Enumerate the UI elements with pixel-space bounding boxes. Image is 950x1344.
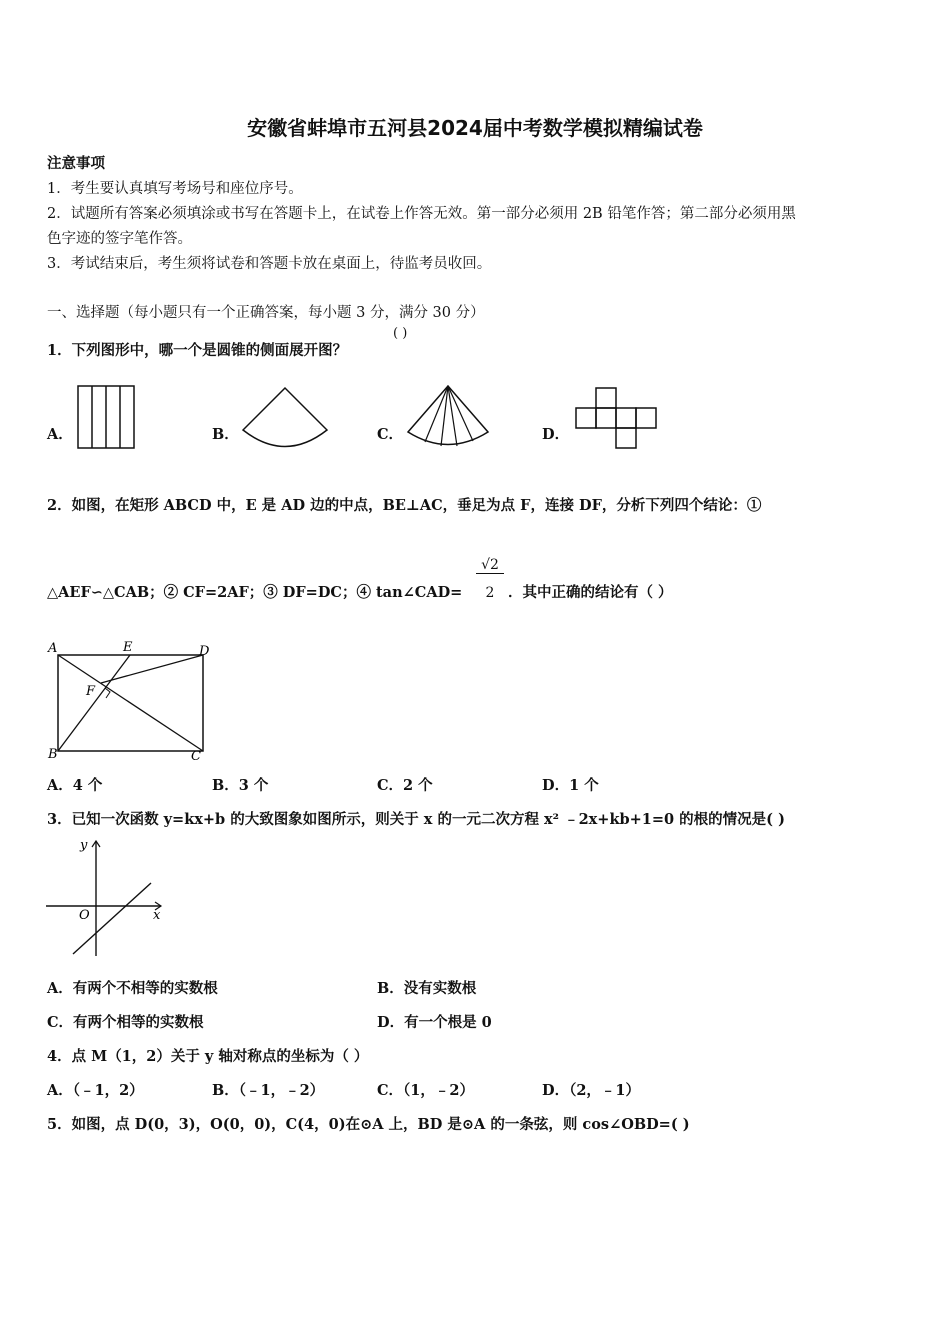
q3-option-d: D．有一个根是 0 [377,1014,492,1031]
question-2-stem-end: ．其中正确的结论有（ ） [508,584,673,601]
question-2-stem: 2．如图，在矩形 ABCD 中，E 是 AD 边的中点，BE⊥AC，垂足为点 F，连接 DF，分析下列四个结论：① [47,497,762,514]
q4-option-d: D．（2，﹣1） [542,1082,641,1099]
q4-option-c: C．（1，﹣2） [377,1082,474,1099]
q2-option-d: D．1 个 [542,777,599,794]
label-F: F [86,684,96,699]
q2-option-b: B．3 个 [212,777,269,794]
label-E: E [123,640,133,655]
q3-graph-figure [43,836,169,960]
question-5-stem: 5．如图，点 D(0，3)，O(0，0)，C(4，0)在⊙A 上，BD 是⊙A 的一条弦，则 cos∠OBD=( ) [47,1116,690,1133]
q1-option-c-label: C． [377,426,404,443]
q2-option-a: A．4 个 [47,777,103,794]
q4-option-a: A．（﹣1，2） [47,1082,144,1099]
q2-rectangle-figure [45,638,215,764]
label-O: O [79,908,90,923]
label-D: D [199,644,210,659]
label-A: A [48,641,58,656]
label-x: x [153,908,161,923]
fraction-denominator: 2 [485,585,495,601]
exam-title: 安徽省蚌埠市五河县2024届中考数学模拟精编试卷 [247,116,703,140]
notice-heading: 注意事项 [47,155,105,172]
q1-option-d-label: D． [542,426,570,443]
notice-item: 1．考生要认真填写考场号和座位序号。 [47,181,303,197]
q1-option-d-figure [573,385,661,453]
label-C: C [191,749,201,764]
answer-paren: ( ) [393,326,408,341]
question-2-stem-cont: △AEF∽△CAB；② CF=2AF；③ DF=DC；④ tan∠CAD= [47,584,463,601]
label-B: B [48,747,58,762]
notice-item: 色字迹的签字笔作答。 [47,231,192,247]
question-3-stem: 3．已知一次函数 y=kx+b 的大致图象如图所示，则关于 x 的一元二次方程 x² ﹣2x+kb+1=0 的根的情况是( ) [47,811,785,828]
q3-option-c: C．有两个相等的实数根 [47,1014,204,1031]
q1-option-b-label: B． [212,426,239,443]
section-heading: 一、选择题（每小题只有一个正确答案，每小题 3 分，满分 30 分） [47,305,485,321]
q2-option-c: C．2 个 [377,777,433,794]
q1-option-c-figure [403,383,493,451]
q1-option-b-figure [238,385,332,451]
notice-item: 2．试题所有答案必须填涂或书写在答题卡上，在试卷上作答无效。第一部分必须用 2B 铅笔作答；第二部分必须用黑 [47,206,796,222]
q1-option-a-label: A． [47,426,73,443]
q1-option-a-figure [75,383,137,451]
q3-option-a: A．有两个不相等的实数根 [47,980,218,997]
label-y: y [80,838,88,853]
q3-option-b: B．没有实数根 [377,980,477,997]
question-1-stem: 1．下列图形中，哪一个是圆锥的侧面展开图？ [47,342,348,359]
q4-option-b: B．（﹣1，﹣2） [212,1082,325,1099]
fraction-numerator: √2 [476,557,504,574]
question-4-stem: 4．点 M（1，2）关于 y 轴对称点的坐标为（ ） [47,1048,369,1065]
notice-item: 3．考试结束后，考生须将试卷和答题卡放在桌面上，待监考员收回。 [47,256,492,272]
